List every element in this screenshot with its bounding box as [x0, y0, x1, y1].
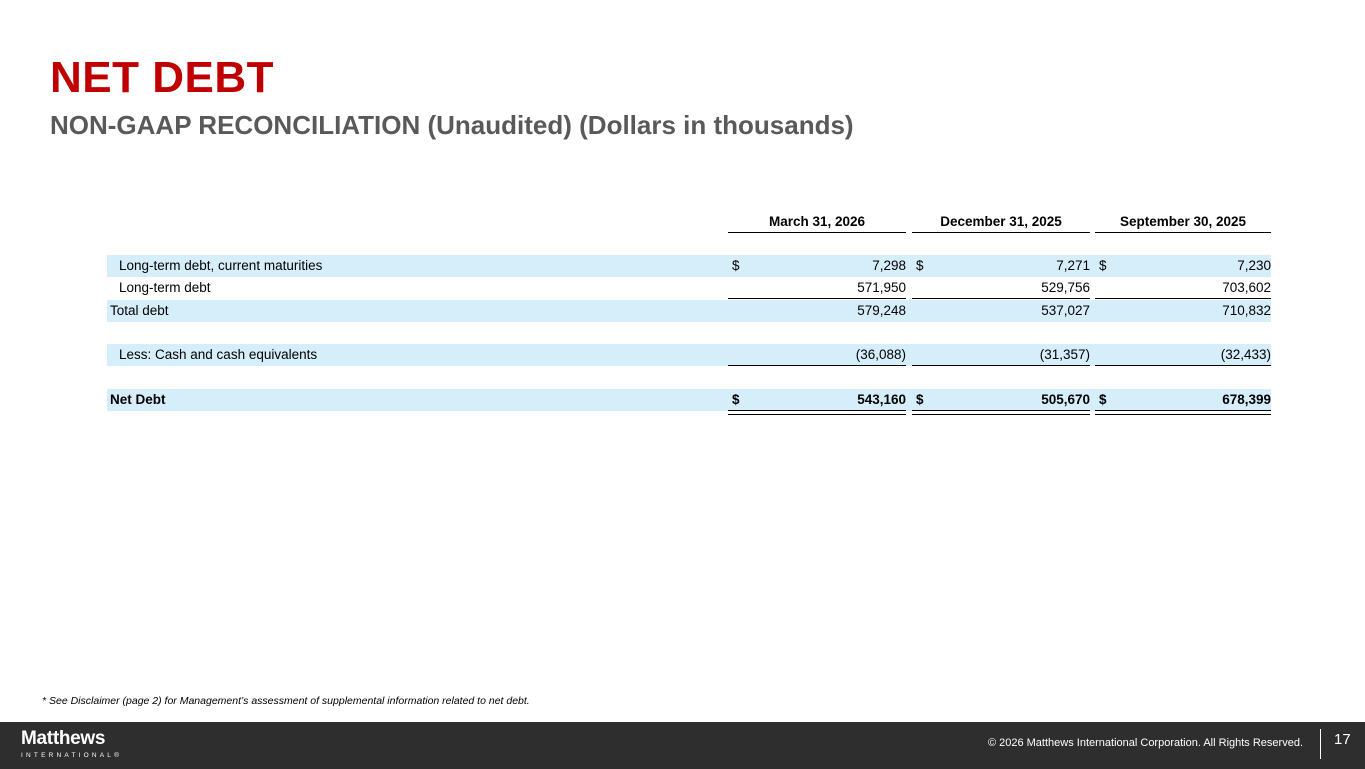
cell-value: 7,271: [1056, 258, 1090, 273]
cell-value: 529,756: [1041, 280, 1090, 295]
currency-symbol: $: [1099, 392, 1107, 407]
cell-sep-2025: [1095, 344, 1271, 366]
cell-dec-2025: [912, 255, 1090, 277]
cell-value: 537,027: [1041, 303, 1090, 318]
cell-value: 7,230: [1237, 258, 1271, 273]
logo-wordmark: Matthews: [21, 728, 106, 749]
row-label: Total debt: [110, 303, 169, 318]
cell-mar-2026: [728, 344, 906, 366]
logo-subtext: INTERNATIONAL®: [21, 752, 123, 759]
currency-symbol: $: [732, 258, 740, 273]
cell-value: 678,399: [1222, 392, 1271, 407]
double-underline: [728, 410, 906, 415]
disclaimer-footnote: * See Disclaimer (page 2) for Management’s assessment of supplemental information related to net debt.: [42, 695, 530, 707]
cell-sep-2025: [1095, 300, 1271, 322]
cell-sep-2025: [1095, 255, 1271, 277]
table-row-total-debt: [107, 300, 1271, 322]
currency-symbol: $: [916, 258, 924, 273]
column-header-mar-2026: March 31, 2026: [728, 214, 906, 233]
matthews-logo: [21, 728, 122, 760]
cell-value: (36,088): [855, 347, 906, 362]
row-label: Long-term debt: [119, 280, 211, 295]
footer-divider: [1320, 729, 1321, 759]
cell-dec-2025: [912, 277, 1090, 299]
footer-bar: [0, 722, 1365, 769]
currency-symbol: $: [916, 392, 924, 407]
cell-sep-2025: [1095, 389, 1271, 411]
cell-value: 710,832: [1222, 303, 1271, 318]
page-title: NET DEBT: [50, 53, 274, 102]
row-label: Net Debt: [110, 392, 166, 407]
cell-mar-2026: [728, 255, 906, 277]
table-row-long-term-debt: [107, 277, 1271, 299]
column-header-sep-2025: September 30, 2025: [1095, 214, 1271, 233]
cell-mar-2026: [728, 389, 906, 411]
page-number: 17: [1334, 731, 1351, 748]
cell-mar-2026: [728, 277, 906, 299]
cell-value: (32,433): [1220, 347, 1271, 362]
cell-dec-2025: [912, 300, 1090, 322]
table-row-net-debt: [107, 389, 1271, 411]
cell-value: 505,670: [1041, 392, 1090, 407]
cell-value: 703,602: [1222, 280, 1271, 295]
currency-symbol: $: [1099, 258, 1107, 273]
page-subtitle: NON-GAAP RECONCILIATION (Unaudited) (Dollars in thousands): [50, 110, 854, 140]
cell-dec-2025: [912, 344, 1090, 366]
row-label: Less: Cash and cash equivalents: [119, 347, 318, 362]
cell-dec-2025: [912, 389, 1090, 411]
double-underline: [912, 410, 1090, 415]
cell-value: 579,248: [857, 303, 906, 318]
cell-mar-2026: [728, 300, 906, 322]
cell-value: 571,950: [857, 280, 906, 295]
column-header-dec-2025: December 31, 2025: [912, 214, 1090, 233]
row-label: Long-term debt, current maturities: [119, 258, 323, 273]
cell-value: (31,357): [1039, 347, 1090, 362]
table-row-current-maturities: [107, 255, 1271, 277]
cell-sep-2025: [1095, 277, 1271, 299]
currency-symbol: $: [732, 392, 740, 407]
double-underline: [1095, 410, 1271, 415]
cell-value: 7,298: [872, 258, 906, 273]
copyright-text: © 2026 Matthews International Corporation. All Rights Reserved.: [987, 737, 1303, 749]
cell-value: 543,160: [857, 392, 906, 407]
table-row-less-cash: [107, 344, 1271, 366]
